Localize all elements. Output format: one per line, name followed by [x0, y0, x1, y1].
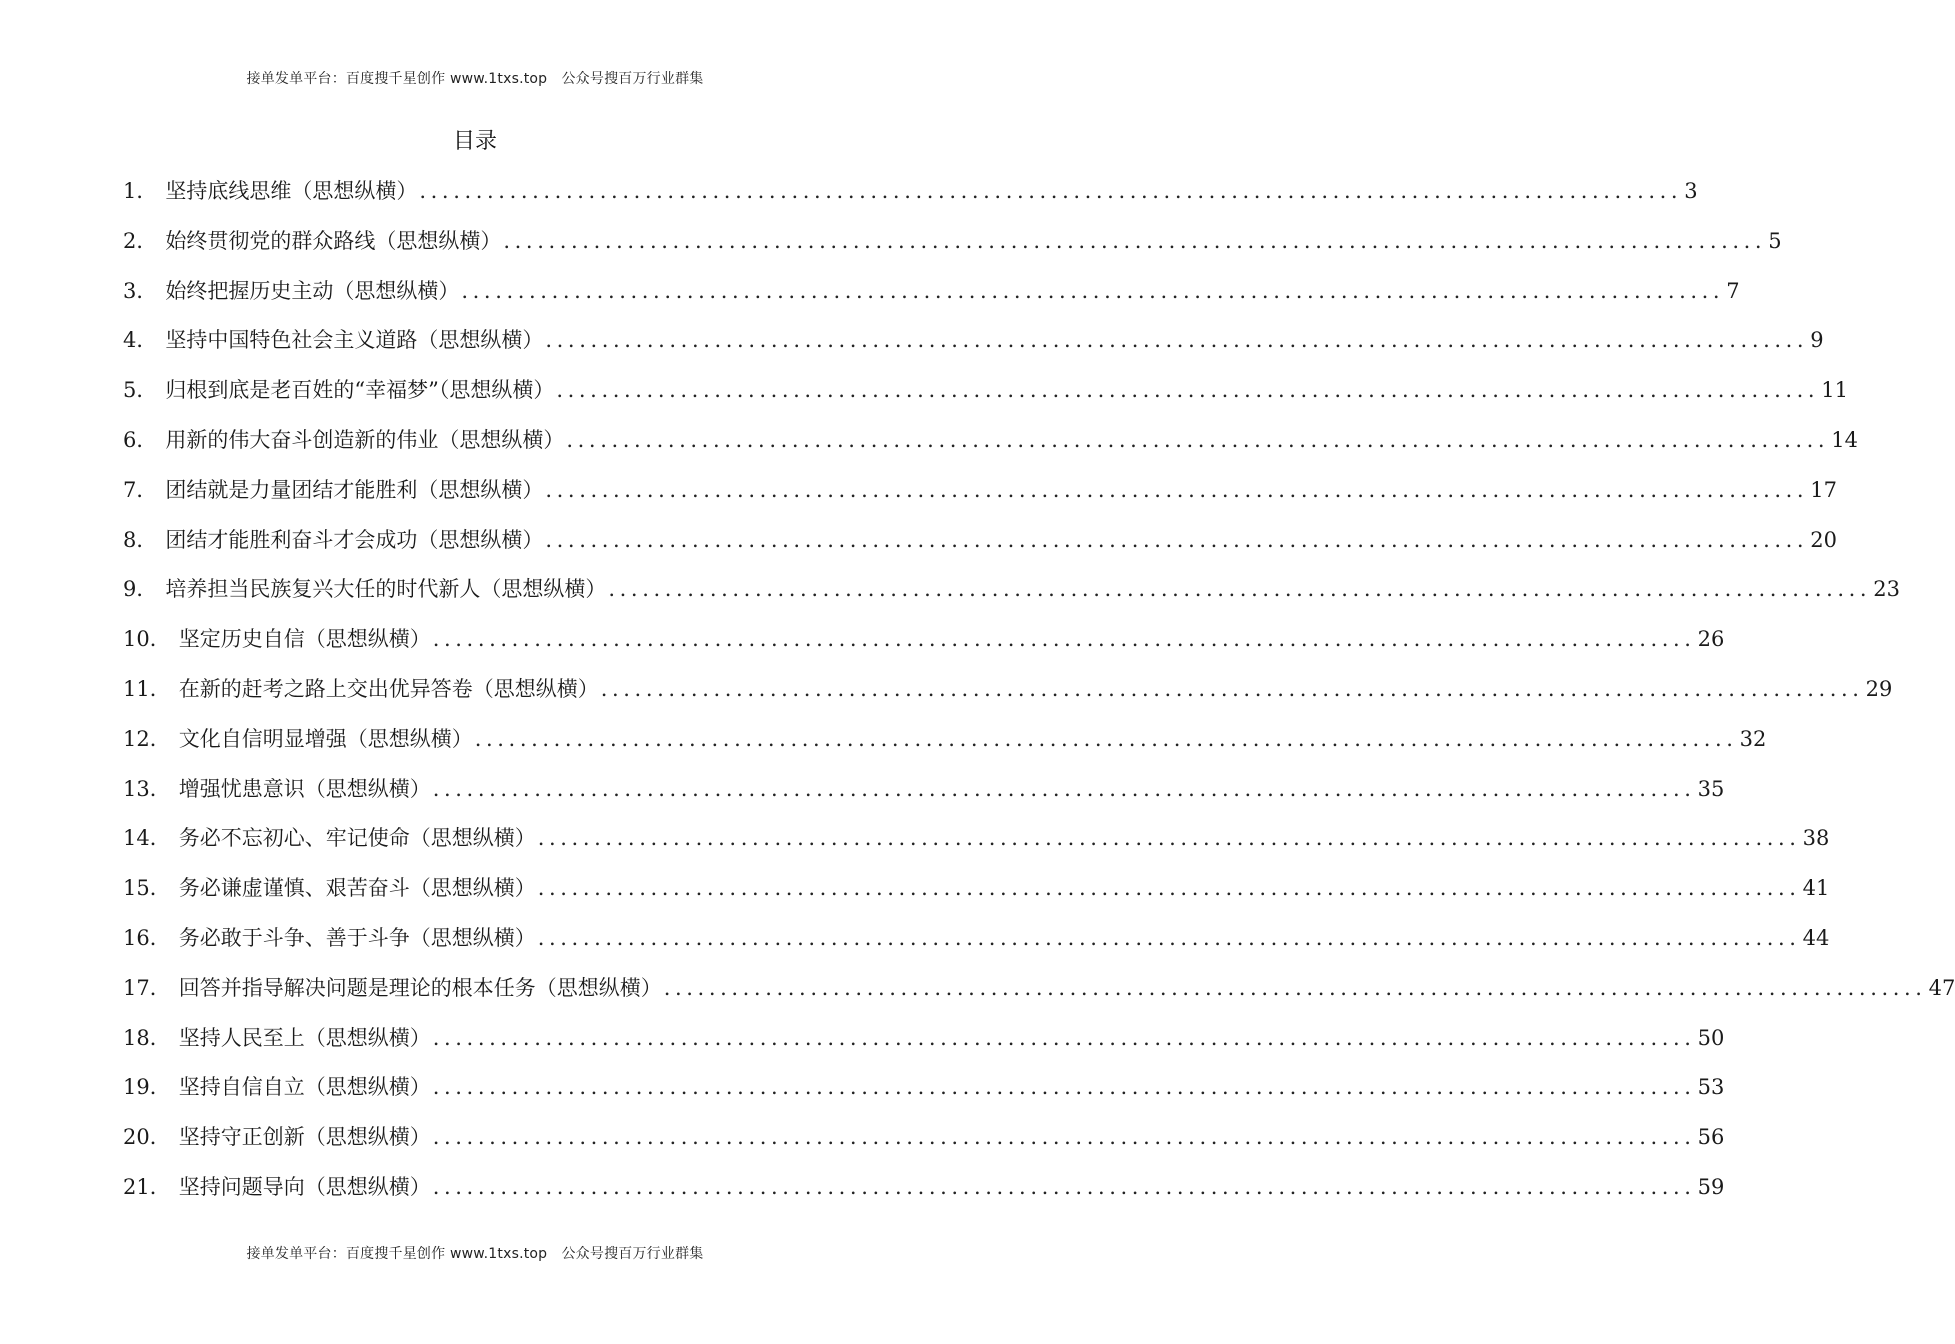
toc-entry-number: 6． [123, 427, 158, 452]
toc-entry-page: 14 [1831, 427, 1858, 452]
toc-entry-page: 56 [1697, 1125, 1725, 1150]
toc-entry-title: 坚持中国特色社会主义道路（思想纵横） [165, 328, 544, 353]
toc-entry-title: 培养担当民族复兴大任的时代新人（思想纵横） [165, 577, 607, 602]
toc-entry-page: 59 [1697, 1174, 1725, 1199]
toc-dot-leader: ................................................................................................................ [432, 1125, 1696, 1150]
toc-entry-number: 20． [123, 1125, 171, 1150]
toc-entry-number: 1． [123, 179, 158, 203]
toc-entry-title: 务必不忘初心、牢记使命（思想纵横） [178, 826, 536, 851]
toc-entry-page: 29 [1865, 676, 1893, 701]
toc-entry-page: 44 [1802, 925, 1830, 950]
page-footer: 接单发单平台：百度搜千星创作 www.1txs.top 公众号搜百万行业群集 [246, 1246, 704, 1262]
toc-entry-title: 坚持守正创新（思想纵横） [178, 1125, 431, 1150]
toc-entry-5[interactable] [123, 366, 1848, 416]
toc-entry-17[interactable] [123, 964, 1955, 1014]
toc-entry-page: 38 [1802, 826, 1830, 851]
toc-entry-number: 21． [123, 1174, 171, 1199]
toc-entry-number: 19． [123, 1075, 171, 1100]
toc-entry-page: 50 [1697, 1025, 1725, 1050]
toc-dot-leader: ................................................................................................................ [545, 477, 1809, 502]
toc-entry-number: 16． [123, 925, 171, 950]
toc-entry-page: 35 [1697, 776, 1725, 801]
toc-entry-title: 增强忧患意识（思想纵横） [178, 776, 431, 801]
toc-entry-page: 5 [1768, 228, 1782, 253]
toc-entry-8[interactable] [123, 516, 1837, 566]
toc-dot-leader: ................................................................................................................ [432, 1174, 1696, 1199]
toc-dot-leader: ................................................................................................................ [432, 1025, 1696, 1050]
toc-dot-leader: ................................................................................................................ [432, 1075, 1696, 1100]
toc-entry-page: 23 [1873, 577, 1900, 602]
toc-dot-leader: ................................................................................................................ [545, 328, 1809, 353]
toc-entry-number: 14． [123, 826, 171, 851]
toc-entry-title: 坚持底线思维（思想纵横） [165, 179, 418, 203]
toc-entry-page: 9 [1810, 328, 1824, 353]
toc-entry-page: 41 [1802, 876, 1830, 901]
toc-entry-title: 务必谦虚谨慎、艰苦奋斗（思想纵横） [178, 876, 536, 901]
toc-list [123, 167, 1955, 1213]
toc-entry-number: 11． [123, 676, 171, 701]
toc-entry-16[interactable] [123, 914, 1830, 964]
toc-dot-leader: ................................................................................................................ [566, 427, 1830, 452]
toc-entry-title: 坚持问题导向（思想纵横） [178, 1174, 431, 1199]
toc-entry-page: 26 [1697, 627, 1725, 652]
toc-entry-number: 12． [123, 726, 171, 751]
toc-dot-leader: ................................................................................................................ [545, 527, 1809, 552]
toc-entry-number: 18． [123, 1025, 171, 1050]
toc-entry-number: 2． [123, 228, 158, 253]
toc-dot-leader: ................................................................................................................ [432, 627, 1696, 652]
toc-entry-number: 7． [123, 477, 158, 502]
toc-entry-title: 坚持自信自立（思想纵横） [178, 1075, 431, 1100]
toc-entry-3[interactable] [123, 267, 1740, 317]
toc-entry-9[interactable] [123, 565, 1900, 615]
toc-entry-title: 始终贯彻党的群众路线（思想纵横） [165, 228, 502, 253]
toc-entry-page: 7 [1726, 278, 1740, 303]
toc-entry-title: 坚定历史自信（思想纵横） [178, 627, 431, 652]
toc-entry-12[interactable] [123, 715, 1767, 765]
toc-dot-leader: ................................................................................................................ [432, 776, 1696, 801]
toc-entry-number: 17． [123, 975, 171, 1000]
toc-entry-title: 团结才能胜利奋斗才会成功（思想纵横） [165, 527, 544, 552]
toc-title: 目录 [452, 129, 497, 154]
toc-entry-number: 9． [123, 577, 158, 602]
toc-dot-leader: ................................................................................................................ [537, 925, 1801, 950]
toc-entry-title: 归根到底是老百姓的“幸福梦”（思想纵横） [165, 378, 555, 403]
toc-entry-title: 务必敢于斗争、善于斗争（思想纵横） [178, 925, 536, 950]
toc-entry-title: 在新的赶考之路上交出优异答卷（思想纵横） [178, 676, 599, 701]
toc-dot-leader: ................................................................................................................ [556, 378, 1820, 403]
toc-entry-11[interactable] [123, 665, 1893, 715]
toc-entry-number: 3． [123, 278, 158, 303]
toc-entry-number: 8． [123, 527, 158, 552]
toc-dot-leader: ................................................................................................................ [419, 179, 1683, 203]
toc-entry-page: 20 [1810, 527, 1837, 552]
toc-entry-6[interactable] [123, 416, 1858, 466]
toc-entry-1[interactable] [123, 167, 1698, 217]
toc-entry-number: 15． [123, 876, 171, 901]
toc-entry-page: 11 [1821, 378, 1848, 403]
toc-entry-number: 10． [123, 627, 171, 652]
toc-dot-leader: ................................................................................................................ [474, 726, 1738, 751]
toc-entry-4[interactable] [123, 316, 1824, 366]
toc-entry-number: 4． [123, 328, 158, 353]
toc-entry-18[interactable] [123, 1014, 1725, 1064]
toc-dot-leader: ................................................................................................................ [503, 228, 1767, 253]
toc-entry-number: 5． [123, 378, 158, 403]
toc-entry-title: 团结就是力量团结才能胜利（思想纵横） [165, 477, 544, 502]
toc-entry-page: 53 [1697, 1075, 1725, 1100]
toc-entry-title: 始终把握历史主动（思想纵横） [165, 278, 460, 303]
toc-entry-15[interactable] [123, 864, 1830, 914]
toc-dot-leader: ................................................................................................................ [663, 975, 1927, 1000]
toc-entry-page: 47 [1928, 975, 1955, 1000]
toc-entry-14[interactable] [123, 814, 1830, 864]
toc-entry-page: 17 [1810, 477, 1837, 502]
toc-entry-19[interactable] [123, 1063, 1725, 1113]
toc-entry-page: 3 [1684, 179, 1698, 203]
page-header: 接单发单平台：百度搜千星创作 www.1txs.top 公众号搜百万行业群集 [246, 71, 704, 87]
toc-entry-10[interactable] [123, 615, 1725, 665]
toc-entry-7[interactable] [123, 466, 1837, 516]
toc-entry-title: 用新的伟大奋斗创造新的伟业（思想纵横） [165, 427, 565, 452]
toc-entry-title: 文化自信明显增强（思想纵横） [178, 726, 473, 751]
toc-entry-13[interactable] [123, 765, 1725, 815]
toc-entry-21[interactable] [123, 1163, 1725, 1213]
toc-dot-leader: ................................................................................................................ [608, 577, 1872, 602]
toc-dot-leader: ................................................................................................................ [537, 876, 1801, 901]
toc-entry-20[interactable] [123, 1113, 1725, 1163]
toc-entry-page: 32 [1739, 726, 1767, 751]
toc-dot-leader: ................................................................................................................ [461, 278, 1725, 303]
toc-entry-title: 回答并指导解决问题是理论的根本任务（思想纵横） [178, 975, 662, 1000]
toc-entry-title: 坚持人民至上（思想纵横） [178, 1025, 431, 1050]
toc-dot-leader: ................................................................................................................ [600, 676, 1864, 701]
toc-entry-number: 13． [123, 776, 171, 801]
toc-entry-2[interactable] [123, 217, 1782, 267]
toc-dot-leader: ................................................................................................................ [537, 826, 1801, 851]
